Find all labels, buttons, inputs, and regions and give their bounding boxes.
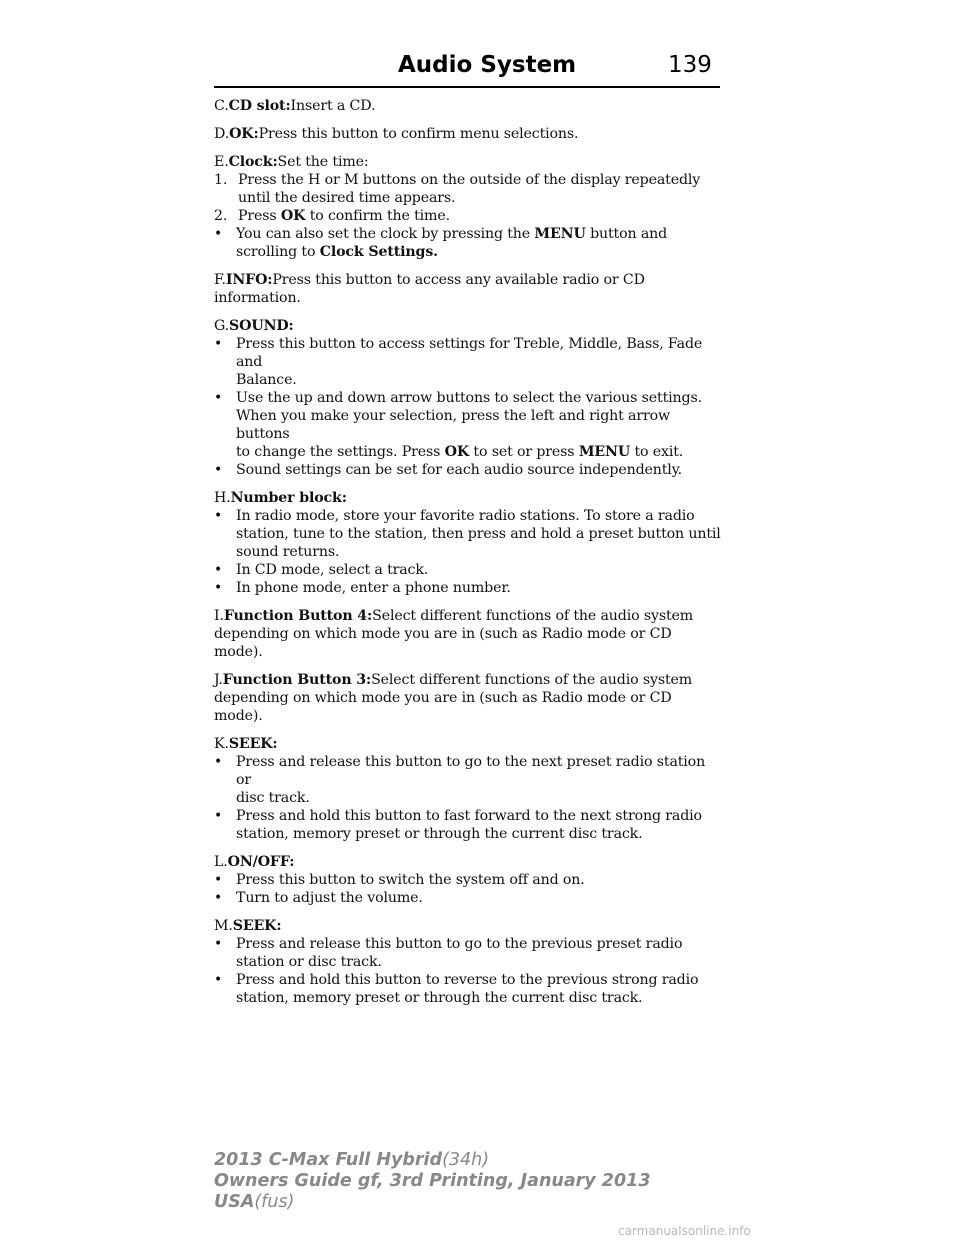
entry-label: Number block: (230, 490, 347, 506)
bullet-item: • Turn to adjust the volume. (214, 889, 724, 907)
entry-label: OK: (229, 126, 259, 142)
entry-f-info: F.INFO:Press this button to access any available radio or CD information. (214, 272, 645, 306)
entry-label: SOUND: (229, 318, 294, 334)
bullet-item: • Sound settings can be set for each audio source independently. (214, 461, 724, 479)
bullet-item: • You can also set the clock by pressing the MENU button and scrolling to Clock Settings. (214, 225, 724, 261)
entry-label: SEEK: (232, 918, 282, 934)
entry-k-seek: K.SEEK: • Press and release this button to go to the next preset radio station or disc track. • Press and hold this button to fast forward to the next strong radio station, memory preset or through the current disc track. (214, 735, 724, 843)
step-2: 2. Press OK to confirm the time. (214, 208, 450, 224)
step-1: 1. Press the H or M buttons on the outside of the display repeatedly until the desired time appears. (214, 172, 701, 206)
section-title: Audio System (398, 52, 577, 78)
entry-l-on-off: L.ON/OFF: • Press this button to switch the system off and on. • Turn to adjust the volume. (214, 853, 724, 907)
bullet-item: • In CD mode, select a track. (214, 561, 724, 579)
bullet-item: • Press this button to access settings for Treble, Middle, Bass, Fade and Balance. (214, 335, 724, 389)
entry-c-cd-slot: C.CD slot:Insert a CD. (214, 98, 376, 114)
bullet-item: • Use the up and down arrow buttons to select the various settings. When you make your selection, press the left and right arrow buttons to change the settings. Press OK to set or press MENU to exit. (214, 389, 724, 461)
entry-h-number-block: H.Number block: • In radio mode, store your favorite radio stations. To store a radio station, tune to the station, then press and hold a preset button until sound returns. • In CD mode, select a track. • In phone mode, enter a phone number. (214, 489, 724, 597)
entry-i-function-button-4: I.Function Button 4:Select different functions of the audio system depending on which mode you are in (such as Radio mode or CD mode). (214, 608, 694, 660)
bullet-item: • In phone mode, enter a phone number. (214, 579, 724, 597)
entry-label: Function Button 4: (223, 608, 373, 624)
header-divider (214, 86, 720, 88)
entry-g-sound: G.SOUND: • Press this button to access settings for Treble, Middle, Bass, Fade and Balance. • Use the up and down arrow buttons to select the various settings. When you make your selection, press the left and right arrow buttons to change the settings. Press OK to set or press MENU to exit. • Sound settings can be set for each audio source independently. (214, 317, 724, 479)
bullet-item: • Press and hold this button to fast forward to the next strong radio station, memory preset or through the current disc track. (214, 807, 724, 843)
bullet-item: • Press and hold this button to reverse to the previous strong radio station, memory preset or through the current disc track. (214, 971, 724, 1007)
manual-body (214, 97, 724, 1017)
bullet-item: • Press this button to switch the system off and on. (214, 871, 724, 889)
bullet-item: • In radio mode, store your favorite radio stations. To store a radio station, tune to the station, then press and hold a preset button until sound returns. (214, 507, 724, 561)
entry-label: SEEK: (228, 736, 278, 752)
watermark: carmanualsonline.info (618, 1224, 751, 1238)
bullet-item: • Press and release this button to go to the next preset radio station or disc track. (214, 753, 724, 807)
entry-m-seek: M.SEEK: • Press and release this button to go to the previous preset radio station or disc track. • Press and hold this button to reverse to the previous strong radio station, memory preset or through the current disc track. (214, 917, 724, 1007)
entry-label: ON/OFF: (227, 854, 295, 870)
entry-j-function-button-3: J.Function Button 3:Select different functions of the audio system depending on which mode you are in (such as Radio mode or CD mode). (214, 672, 693, 724)
entry-label: CD slot: (228, 98, 291, 114)
bullet-item: • Press and release this button to go to the previous preset radio station or disc track. (214, 935, 724, 971)
entry-e-clock: E.Clock:Set the time: 1. Press the H or M buttons on the outside of the display repeatedly until the desired time appears. 2. Press OK to confirm the time. • You can also set the clock by pressing the MENU button and scrolling to Clock Settings. (214, 153, 724, 261)
entry-d-ok: D.OK:Press this button to confirm menu selections. (214, 126, 579, 142)
entry-label: Function Button 3: (222, 672, 372, 688)
page-number: 139 (668, 52, 712, 78)
entry-label: Clock: (228, 154, 278, 170)
document-footer: 2013 C-Max Full Hybrid(34h) Owners Guide gf, 3rd Printing, January 2013 USA(fus) (214, 1150, 651, 1212)
entry-label: INFO: (225, 272, 273, 288)
